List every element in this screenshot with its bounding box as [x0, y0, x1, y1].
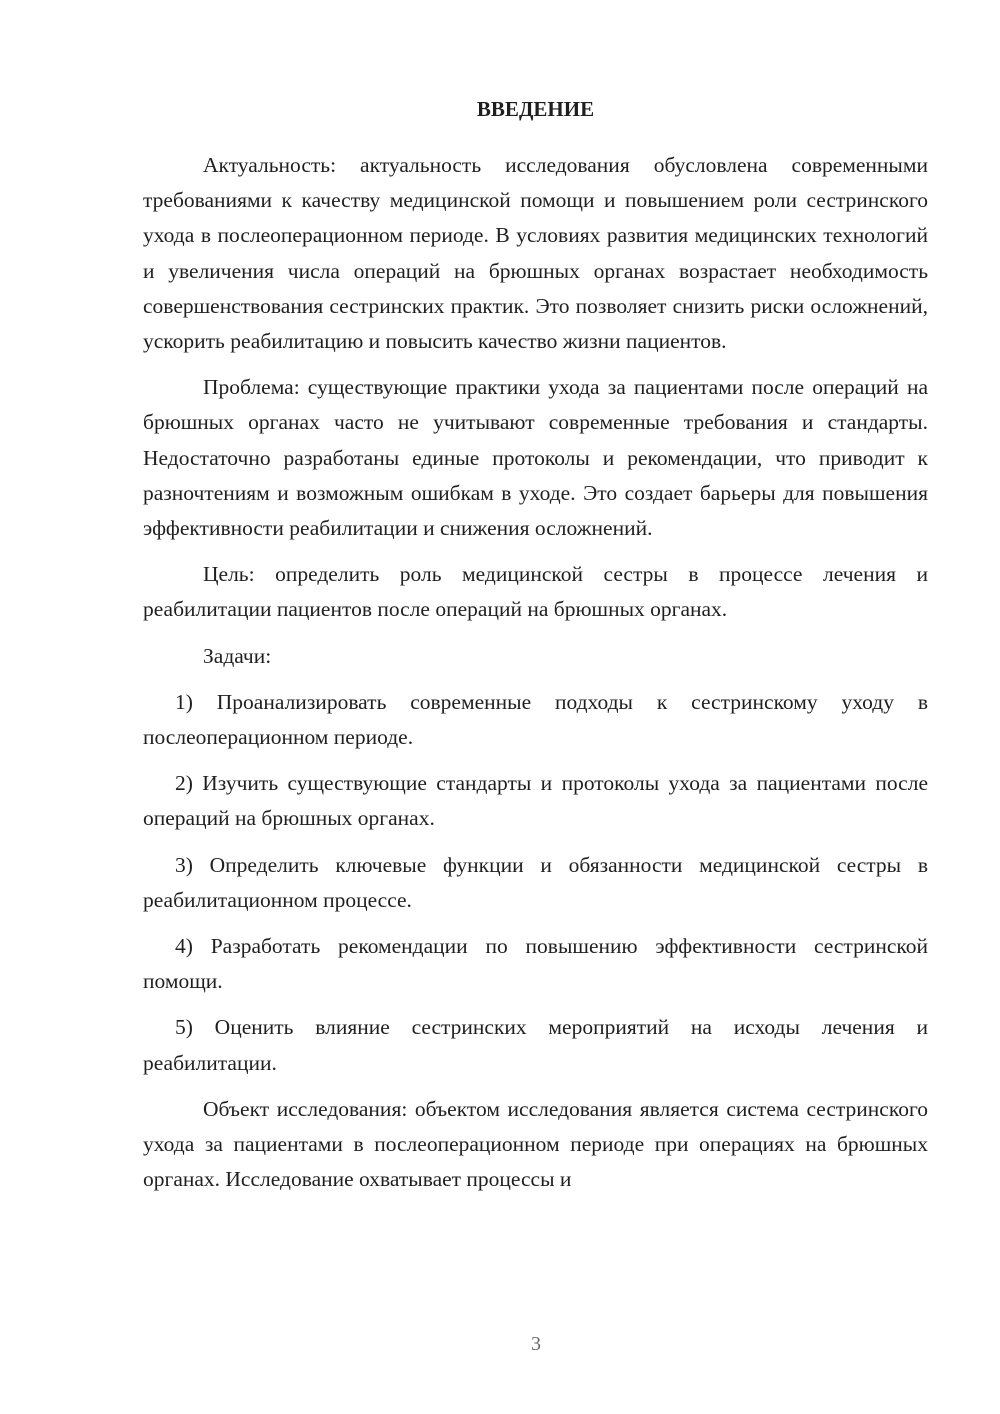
- task-item-1: 1) Проанализировать современные подходы к сестринскому уходу в послеоперационном периоде.: [143, 689, 928, 750]
- paragraph-goal: Цель: определить роль медицинской сестры в процессе лечения и реабилитации пациентов после операций на брюшных органах.: [143, 562, 928, 622]
- page-number: 3: [531, 1333, 541, 1355]
- section-heading: ВВЕДЕНИЕ: [476, 97, 595, 121]
- paragraph-relevance: Актуальность: актуальность исследования обусловлена современными требованиями к качеству медицинской помощи и повышением роли сестринского ухода в послеоперационном периоде. В условиях развития медицинских технологий и увеличения числа операций на брюшных органах возрастает необходимость совершенствования сестринских практик. Это позволяет снизить риски осложнений, ускорить реабилитацию и повысить качество жизни пациентов.: [143, 153, 928, 354]
- task-item-4: 4) Разработать рекомендации по повышению эффективности сестринской помощи.: [143, 934, 928, 994]
- page-content: [143, 92, 928, 1208]
- paragraph-problem: Проблема: существующие практики ухода за пациентами после операций на брюшных органах часто не учитывают современные требования и стандарты. Недостаточно разработаны единые протоколы и рекомендации, что приводит к разночтениям и возможным ошибкам в уходе. Это создает барьеры для повышения эффективности реабилитации и снижения осложнений.: [143, 375, 928, 541]
- task-item-2: 2) Изучить существующие стандарты и протоколы ухода за пациентами после операций на брюшных органах.: [143, 771, 928, 831]
- task-item-3: 3) Определить ключевые функции и обязанности медицинской сестры в реабилитационном процессе.: [143, 852, 928, 912]
- paragraph-tasks-label: Задачи:: [203, 643, 272, 668]
- task-item-5: 5) Оценить влияние сестринских мероприятий на исходы лечения и реабилитации.: [143, 1015, 928, 1075]
- paragraph-object: Объект исследования: объектом исследования является система сестринского ухода за пациентами в послеоперационном периоде при операциях на брюшных органах. Исследование охватывает процессы и: [143, 1096, 928, 1192]
